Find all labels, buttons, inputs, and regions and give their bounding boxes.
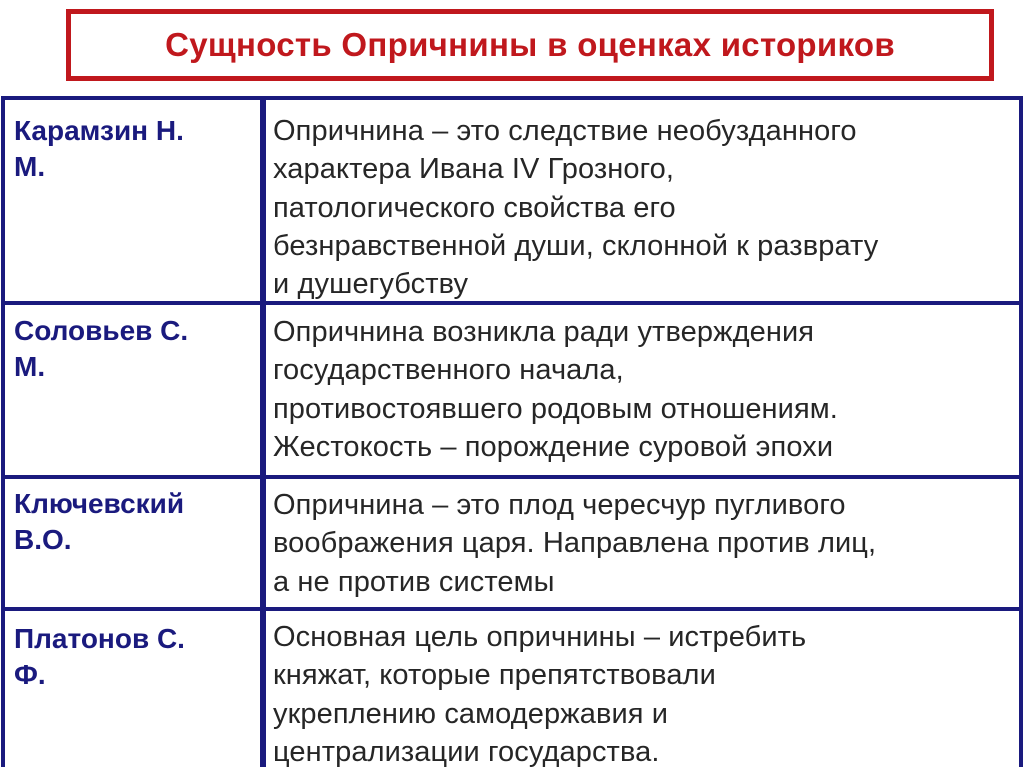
assessment-line: патологического свойства его — [273, 191, 676, 224]
page-title: Сущность Опричнины в оценках историков — [165, 26, 895, 63]
table-row-klyuchevsky — [5, 479, 1019, 606]
historians-table — [1, 96, 1023, 767]
assessment-line: противостоявшего родовым отношениям. — [273, 392, 838, 425]
historian-name — [14, 621, 254, 693]
historian-name-line: М. — [14, 151, 46, 182]
table-row-solovyov — [5, 305, 1019, 473]
historian-name — [14, 113, 254, 185]
historian-name-line: Ключевский — [14, 488, 185, 519]
historian-name-line: Карамзин Н. — [14, 115, 184, 146]
historian-name-line: В.О. — [14, 524, 72, 555]
assessment-line: характера Ивана IV Грозного, — [273, 153, 675, 186]
assessment-line: укреплению самодержавия и — [273, 697, 669, 730]
assessment-line: и душегубству — [273, 268, 469, 301]
historian-name-line: Платонов С. — [14, 623, 185, 654]
assessment-line: Опричнина – это плод чересчур пугливого — [273, 489, 846, 521]
historian-name-line: М. — [14, 351, 46, 382]
assessment-line: а не против системы — [273, 565, 555, 598]
historian-assessment — [273, 486, 1021, 601]
assessment-line: Опричнина – это следствие необузданного — [273, 115, 857, 147]
historian-name-line: Соловьев С. — [14, 315, 189, 346]
assessment-line: Опричнина возникла ради утверждения — [273, 316, 815, 348]
assessment-line: государственного начала, — [273, 354, 624, 387]
historian-name — [14, 486, 254, 558]
historian-assessment — [273, 313, 1021, 466]
assessment-line: централизации государства. — [273, 735, 660, 768]
title-box — [66, 9, 994, 81]
table-row-platonov — [5, 611, 1019, 771]
historian-assessment — [273, 112, 1021, 303]
assessment-line: Жестокость – порождение суровой эпохи — [273, 430, 834, 463]
historian-name-line: Ф. — [14, 659, 46, 690]
table-row-karamzin — [5, 100, 1019, 302]
assessment-line: Основная цель опричнины – истребить — [273, 621, 807, 653]
assessment-line: воображения царя. Направлена против лиц, — [273, 527, 877, 560]
assessment-line: княжат, которые препятствовали — [273, 659, 716, 692]
historian-name — [14, 313, 254, 385]
assessment-line: безнравственной души, склонной к разврату — [273, 229, 879, 262]
historian-assessment — [273, 618, 1021, 771]
